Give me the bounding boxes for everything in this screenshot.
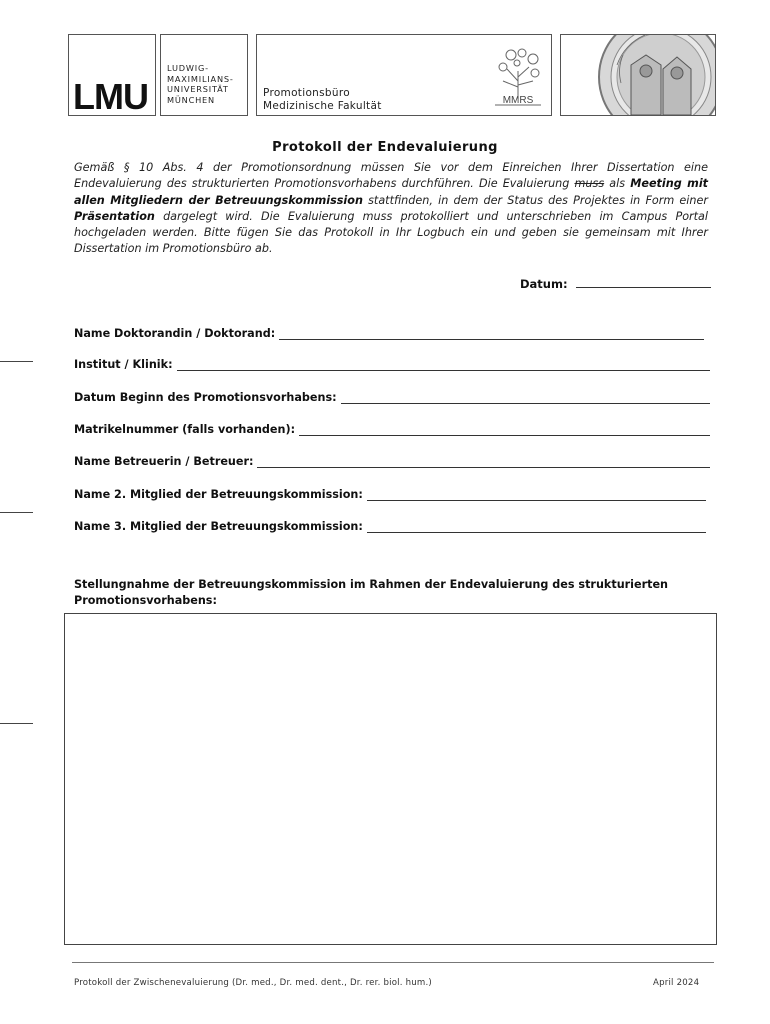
matriculation-number-line[interactable] — [299, 423, 710, 436]
date-line[interactable] — [576, 275, 711, 288]
struck-word: muss — [574, 177, 605, 191]
project-start-date-line[interactable] — [341, 391, 710, 404]
date-field — [520, 275, 711, 291]
document-title: Protokoll der Endevaluierung — [272, 140, 498, 155]
supervisor-name-line[interactable] — [257, 455, 710, 468]
statement-label: Stellungnahme der Betreuungskommission im Rahmen der Endevaluierung des strukturierten Promotionsvorhabens: — [74, 578, 669, 607]
footer-divider — [72, 962, 714, 963]
footer-date: April 2024 — [653, 978, 700, 988]
supervisor-name-field: Name Betreuerin / Betreuer: — [74, 452, 710, 468]
university-name: LUDWIG- MAXIMILIANS- UNIVERSITÄT MÜNCHEN — [167, 63, 234, 105]
mmrs-tree-icon — [489, 41, 547, 111]
intro-paragraph: Gemäß § 10 Abs. 4 der Promotionsordnung müssen Sie vor dem Einreichen Ihrer Dissertation eine Endevaluierung des strukturierten Promotionsvorhabens durchführen. Die Evaluierung muss als Meeting mit allen Mitgliedern der Betreuungskommission stattfinden, in dem der Status des Projektes in Form einer Präsentation dargelegt wird. Die Evaluierung muss protokolliert und unterschrieben im Campus Portal hochgeladen werden. Bitte fügen Sie das Protokoll in Ihr Logbuch ein und geben sie gemeinsam mit Ihrer Dissertation im Promotionsbüro ab. — [74, 161, 709, 256]
project-start-date-field: Datum Beginn des Promotionsvorhabens: — [74, 388, 710, 404]
committee-member-2-field: Name 2. Mitglied der Betreuungskommission: — [74, 485, 706, 501]
university-seal-icon — [561, 35, 716, 116]
institute-clinic-field: Institut / Klinik: — [74, 355, 710, 371]
matriculation-number-field: Matrikelnummer (falls vorhanden): — [74, 420, 710, 436]
footer-document-name: Protokoll der Zwischenevaluierung (Dr. med., Dr. med. dent., Dr. rer. biol. hum.) — [74, 978, 432, 988]
statement-textarea[interactable] — [64, 613, 717, 945]
committee-member-3-field: Name 3. Mitglied der Betreuungskommission: — [74, 517, 706, 533]
institute-clinic-line[interactable] — [177, 358, 710, 371]
promotion-office-box — [256, 34, 552, 116]
mmrs-logo-text: MMRS — [502, 95, 534, 106]
fold-mark — [0, 512, 33, 513]
lmu-logo: LMU — [73, 76, 148, 117]
date-label: Datum: — [520, 277, 568, 291]
committee-member-2-line[interactable] — [367, 488, 706, 501]
fold-mark — [0, 361, 33, 362]
university-name-box — [160, 34, 248, 116]
doctoral-candidate-name-field: Name Doktorandin / Doktorand: — [74, 324, 704, 340]
university-seal-box — [560, 34, 716, 116]
fold-mark — [0, 723, 33, 724]
doctoral-candidate-name-line[interactable] — [279, 327, 704, 340]
committee-member-3-line[interactable] — [367, 520, 706, 533]
promotion-office-name: Promotionsbüro Medizinische Fakultät — [263, 87, 382, 112]
lmu-logo-box — [68, 34, 156, 116]
